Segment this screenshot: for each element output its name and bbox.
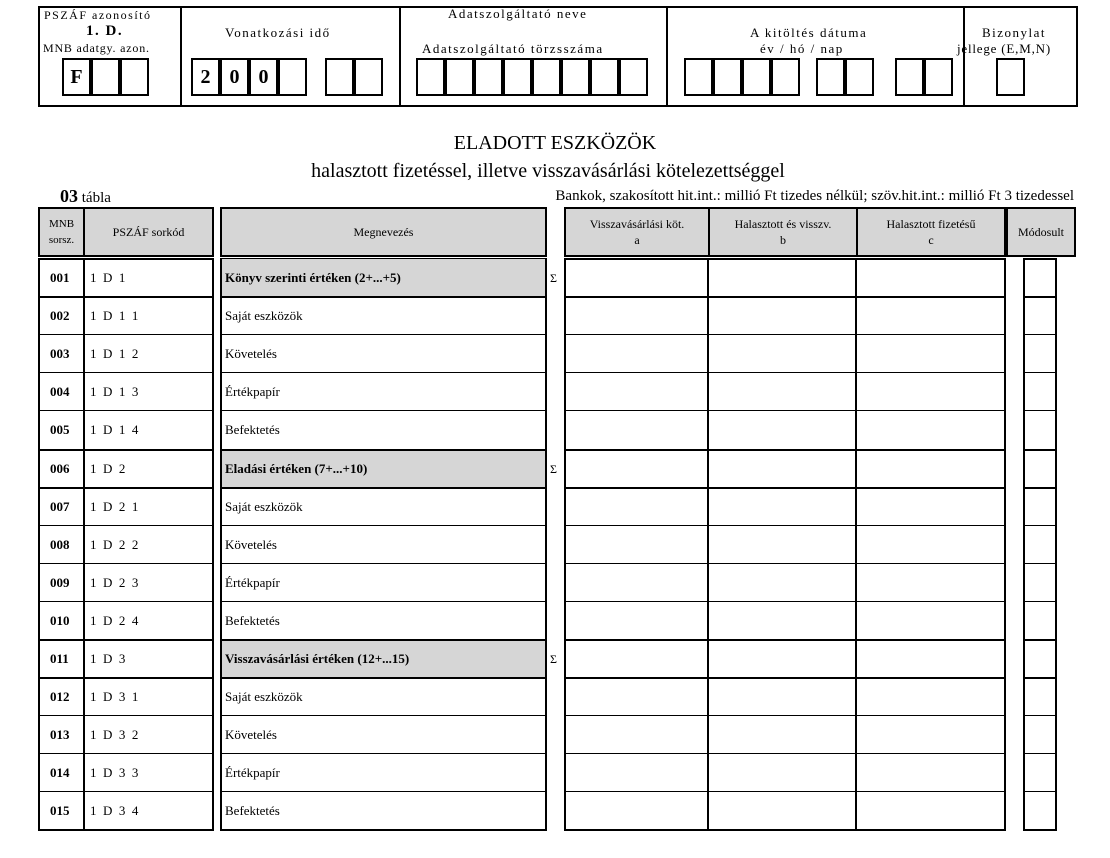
row-divider [220,296,547,298]
row-divider [1023,410,1057,411]
row-number: 015 [50,803,70,818]
row-label: Értékpapír [225,575,280,590]
row-code: 1 D 3 3 [90,765,139,780]
date-box[interactable] [742,58,771,96]
header-col-c [856,207,1006,257]
value-cell-c[interactable] [857,754,1004,792]
row-number: 014 [50,765,70,780]
row-number: 004 [50,384,70,399]
value-cell-a[interactable] [566,373,706,411]
modosult-cell[interactable] [1025,259,1055,297]
value-cell-a[interactable] [566,602,706,640]
date-box[interactable] [924,58,953,96]
value-cell-b[interactable] [709,297,855,335]
modosult-cell[interactable] [1025,488,1055,526]
value-cell-b[interactable] [709,792,855,830]
vonatkozasi-ido-label: Vonatkozási idő [225,25,331,40]
period-digit-box[interactable]: 0 [220,58,249,96]
row-divider [220,449,547,451]
row-divider [220,601,547,602]
row-number: 008 [50,537,70,552]
torzsszam-label: Adatszolgáltató törzsszáma [422,41,604,56]
header-mnb-sorsz-label: MNB sorsz. [48,218,75,246]
modosult-cell[interactable] [1025,526,1055,564]
modosult-cell[interactable] [1025,373,1055,411]
date-box[interactable] [895,58,924,96]
value-cell-c[interactable] [857,602,1004,640]
row-divider [38,753,214,754]
row-code: 1 D 3 4 [90,803,139,818]
bizonylat-label: Bizonylat [982,25,1047,40]
date-box[interactable] [845,58,874,96]
header-col-c-letter: c [928,233,934,247]
value-cell-b[interactable] [709,640,855,678]
value-cell-a[interactable] [566,450,706,488]
row-divider [564,410,1006,411]
modosult-cell[interactable] [1025,640,1055,678]
value-cell-b[interactable] [709,716,855,754]
header-col-b [708,207,858,257]
row-label: Saját eszközök [225,499,303,514]
header-pszaf-sorkod [83,207,214,257]
row-code: 1 D 2 2 [90,537,139,552]
row-code: 1 D 3 [90,651,126,666]
modosult-cell[interactable] [1025,678,1055,716]
modosult-cell[interactable] [1025,792,1055,830]
mnb-id-box[interactable] [120,58,149,96]
row-code: 1 D 1 4 [90,422,139,437]
row-divider [564,677,1006,679]
page-title: ELADOTT ESZKÖZÖK [453,132,657,154]
value-cell-c[interactable] [857,411,1004,449]
value-cell-b[interactable] [709,678,855,716]
modosult-cell[interactable] [1025,335,1055,373]
row-divider [38,525,214,526]
row-number: 009 [50,575,70,590]
row-label-sum: Eladási értéken (7+...+10) [222,450,545,488]
row-number: 005 [50,422,70,437]
value-cell-a[interactable] [566,716,706,754]
value-cell-a[interactable] [566,754,706,792]
header-col-b-letter: b [780,233,786,247]
row-code: 1 D 1 3 [90,384,139,399]
row-code: 1 D 3 2 [90,727,139,742]
value-cell-a[interactable] [566,678,706,716]
modosult-cell[interactable] [1025,754,1055,792]
row-code: 1 D 2 4 [90,613,139,628]
value-cell-a[interactable] [566,411,706,449]
torzsszam-box[interactable] [590,58,619,96]
row-divider [1023,525,1057,526]
date-box[interactable] [684,58,713,96]
row-divider [220,639,547,641]
row-divider [220,372,547,373]
row-label-sum: Visszavásárlási értéken (12+...15) [222,640,545,678]
value-cell-a[interactable] [566,488,706,526]
header-megnevezes-label: Megnevezés [353,225,414,239]
row-number: 003 [50,346,70,361]
period-digit-box[interactable] [278,58,307,96]
header-col-b-label: Halasztott és visszv. [734,217,832,231]
value-cell-b[interactable] [709,373,855,411]
value-cell-c[interactable] [857,564,1004,602]
row-code: 1 D 1 1 [90,308,139,323]
row-divider [564,449,1006,451]
date-box[interactable] [771,58,800,96]
row-code: 1 D 3 1 [90,689,139,704]
row-divider [1023,449,1057,451]
value-cell-c[interactable] [857,678,1004,716]
modosult-cell[interactable] [1025,716,1055,754]
units-note: Bankok, szakosított hit.int.: millió Ft tizedes nélkül; szöv.hit.int.: millió Ft 3 tizedessel [555,188,1074,204]
header-pszaf-sorkod-label: PSZÁF sorkód [112,225,185,239]
torzsszam-box[interactable] [532,58,561,96]
page-subtitle: halasztott fizetéssel, illetve visszavásárlási kötelezettséggel [311,160,785,182]
table-number-value: 03 [60,186,78,206]
pszaf-label: PSZÁF azonosító [44,8,152,22]
value-cell-b[interactable] [709,754,855,792]
row-divider [220,525,547,526]
row-divider [38,487,214,489]
date-box[interactable] [713,58,742,96]
row-divider [38,677,214,679]
row-label: Befektetés [225,803,280,818]
row-label: Befektetés [225,613,280,628]
header-modosult-label: Módosult [1017,225,1064,239]
value-cell-c[interactable] [857,259,1004,297]
row-divider [38,410,214,411]
period-digit-box[interactable]: 0 [249,58,278,96]
value-cell-a[interactable] [566,297,706,335]
value-cell-b[interactable] [709,335,855,373]
value-cell-b[interactable] [709,411,855,449]
form-code: 1. D. [86,23,124,39]
value-cell-c[interactable] [857,373,1004,411]
row-divider [220,791,547,792]
value-cell-c[interactable] [857,716,1004,754]
row-divider [564,753,1006,754]
value-cell-a[interactable] [566,259,706,297]
header-divider [666,6,668,107]
torzsszam-box[interactable] [474,58,503,96]
value-cell-c[interactable] [857,488,1004,526]
adatszolgaltato-neve-label: Adatszolgáltató neve [448,6,588,21]
period-digit-box[interactable] [354,58,383,96]
row-divider [220,715,547,716]
table-word: tábla [81,190,111,206]
row-number: 012 [50,689,70,704]
row-divider [220,334,547,335]
table-number [60,186,111,207]
row-code: 1 D 1 [90,270,126,285]
row-divider [220,410,547,411]
value-cell-b[interactable] [709,602,855,640]
sigma-icon: Σ [550,651,557,666]
row-divider [564,296,1006,298]
row-number: 007 [50,499,70,514]
row-divider [38,296,214,298]
header-col-a [564,207,710,257]
row-number: 013 [50,727,70,742]
datum-format: év / hó / nap [760,41,844,56]
header-mnb-sorsz [38,207,85,257]
row-code: 1 D 2 1 [90,499,139,514]
header-divider [180,6,182,107]
value-cell-b[interactable] [709,564,855,602]
mnb-label: MNB adatgy. azon. [43,41,150,55]
value-cell-b[interactable] [709,450,855,488]
row-number: 011 [50,651,69,666]
row-number: 010 [50,613,70,628]
row-label: Értékpapír [225,384,280,399]
row-divider [564,639,1006,641]
row-divider [564,487,1006,489]
value-cell-b[interactable] [709,526,855,564]
row-divider [38,639,214,641]
header-megnevezes [220,207,547,257]
row-number: 001 [50,270,70,285]
row-label: Saját eszközök [225,308,303,323]
row-divider [38,791,214,792]
header-divider [399,6,401,107]
mnb-id-box[interactable]: F [62,58,91,96]
header-modosult [1006,207,1076,257]
row-divider [1023,334,1057,335]
row-label: Követelés [225,727,277,742]
mnb-id-box[interactable] [91,58,120,96]
row-divider [1023,372,1057,373]
value-cell-c[interactable] [857,640,1004,678]
value-cell-c[interactable] [857,526,1004,564]
value-cell-b[interactable] [709,259,855,297]
torzsszam-box[interactable] [619,58,648,96]
row-divider [564,601,1006,602]
header-col-a-letter: a [634,233,640,247]
value-cell-c[interactable] [857,335,1004,373]
header-col-a-label: Visszavásárlási köt. [589,217,685,231]
row-divider [1023,296,1057,298]
row-divider [1023,563,1057,564]
row-divider [38,372,214,373]
torzsszam-box[interactable] [416,58,445,96]
value-cell-c[interactable] [857,450,1004,488]
sigma-icon: Σ [550,461,557,476]
value-cell-a[interactable] [566,526,706,564]
row-divider [1023,677,1057,679]
torzsszam-box[interactable] [445,58,474,96]
modosult-cell[interactable] [1025,564,1055,602]
value-cell-a[interactable] [566,792,706,830]
row-label: Értékpapír [225,765,280,780]
period-digit-box[interactable]: 2 [191,58,220,96]
value-cell-c[interactable] [857,792,1004,830]
row-divider [564,334,1006,335]
row-divider [1023,791,1057,792]
sigma-icon: Σ [550,270,557,285]
row-divider [220,487,547,489]
row-label-sum: Könyv szerinti értéken (2+...+5) [222,259,545,297]
value-cell-a[interactable] [566,564,706,602]
row-divider [564,372,1006,373]
date-box[interactable] [816,58,845,96]
value-cell-c[interactable] [857,297,1004,335]
row-divider [38,449,214,451]
period-digit-box[interactable] [325,58,354,96]
jellege-label: jellege (E,M,N) [957,41,1051,56]
row-divider [1023,639,1057,641]
row-label: Követelés [225,537,277,552]
row-divider [38,601,214,602]
row-divider [1023,487,1057,489]
kitoltes-datum-label: A kitöltés dátuma [750,25,868,40]
row-code: 1 D 2 [90,461,126,476]
modosult-cell[interactable] [1025,450,1055,488]
row-divider [220,563,547,564]
row-divider [220,753,547,754]
row-divider [220,677,547,679]
row-number: 002 [50,308,70,323]
row-divider [564,525,1006,526]
value-cell-a[interactable] [566,640,706,678]
row-divider [38,715,214,716]
modosult-cell[interactable] [1025,411,1055,449]
value-cell-a[interactable] [566,335,706,373]
value-cell-b[interactable] [709,488,855,526]
row-divider [38,563,214,564]
row-label: Befektetés [225,422,280,437]
row-number: 006 [50,461,70,476]
modosult-cell[interactable] [1025,602,1055,640]
row-code: 1 D 1 2 [90,346,139,361]
torzsszam-box[interactable] [561,58,590,96]
row-label: Saját eszközök [225,689,303,704]
row-divider [1023,601,1057,602]
header-col-c-label: Halasztott fizetésű [886,217,976,231]
row-divider [564,563,1006,564]
row-divider [1023,753,1057,754]
row-divider [564,715,1006,716]
row-divider [564,791,1006,792]
row-code: 1 D 2 3 [90,575,139,590]
row-divider [38,334,214,335]
torzsszam-box[interactable] [503,58,532,96]
row-divider [1023,715,1057,716]
jellege-box[interactable] [996,58,1025,96]
modosult-cell[interactable] [1025,297,1055,335]
row-label: Követelés [225,346,277,361]
